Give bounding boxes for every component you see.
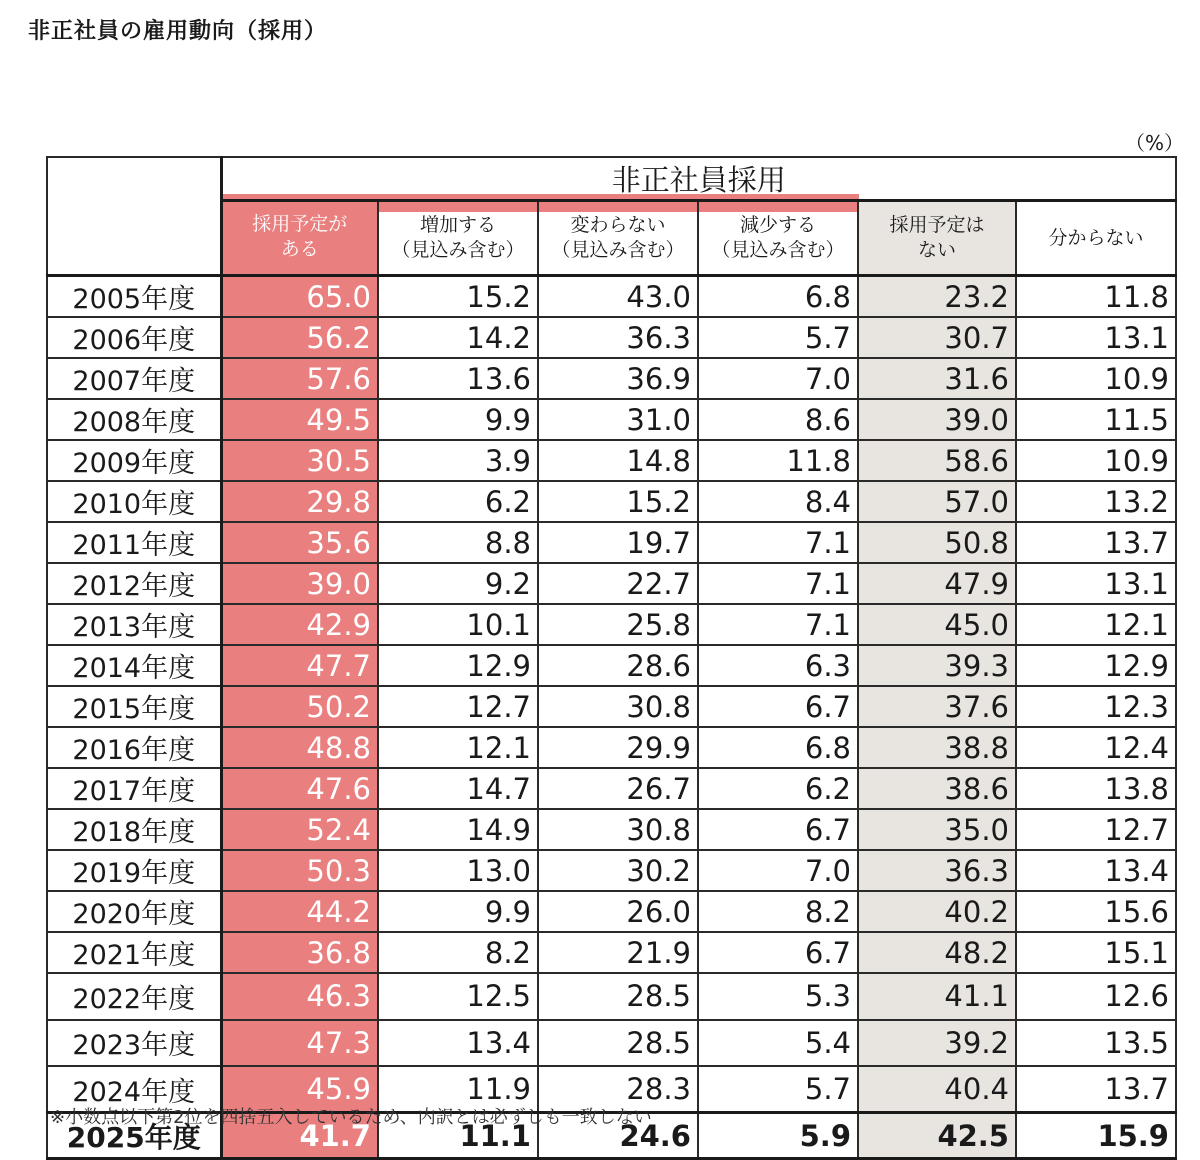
value-cell-unknown: 12.6 bbox=[1016, 973, 1176, 1020]
column-header-line2: （見込み含む） bbox=[711, 239, 845, 261]
column-header-unknown bbox=[1016, 201, 1176, 276]
column-header-line2: ある bbox=[280, 238, 319, 260]
value-cell-same: 31.0 bbox=[538, 399, 698, 440]
value-cell-unknown: 13.1 bbox=[1016, 563, 1176, 604]
year-cell: 2005年度 bbox=[47, 276, 221, 318]
column-header-no_plan bbox=[858, 201, 1016, 276]
year-cell: 2023年度 bbox=[47, 1020, 221, 1067]
value-cell-no_plan: 35.0 bbox=[858, 809, 1016, 850]
value-cell-decrease: 5.4 bbox=[698, 1020, 858, 1067]
table-row bbox=[47, 522, 1176, 563]
value-cell-plan: 65.0 bbox=[221, 276, 378, 318]
value-cell-increase: 6.2 bbox=[378, 481, 538, 522]
value-cell-same: 14.8 bbox=[538, 440, 698, 481]
value-cell-same: 28.6 bbox=[538, 645, 698, 686]
value-cell-same: 28.5 bbox=[538, 973, 698, 1020]
value-cell-same: 28.3 bbox=[538, 1066, 698, 1113]
value-cell-plan: 44.2 bbox=[221, 891, 378, 932]
year-cell: 2016年度 bbox=[47, 727, 221, 768]
column-header-same bbox=[538, 201, 698, 276]
value-cell-plan: 39.0 bbox=[221, 563, 378, 604]
table-row bbox=[47, 481, 1176, 522]
value-cell-no_plan: 50.8 bbox=[858, 522, 1016, 563]
value-cell-no_plan: 39.2 bbox=[858, 1020, 1016, 1067]
value-cell-unknown: 13.4 bbox=[1016, 850, 1176, 891]
value-cell-increase: 12.1 bbox=[378, 727, 538, 768]
value-cell-decrease: 11.8 bbox=[698, 440, 858, 481]
value-cell-decrease: 6.3 bbox=[698, 645, 858, 686]
value-cell-no_plan: 37.6 bbox=[858, 686, 1016, 727]
value-cell-unknown: 10.9 bbox=[1016, 440, 1176, 481]
value-cell-unknown: 12.9 bbox=[1016, 645, 1176, 686]
value-cell-no_plan: 39.3 bbox=[858, 645, 1016, 686]
year-cell: 2011年度 bbox=[47, 522, 221, 563]
value-cell-same: 30.8 bbox=[538, 809, 698, 850]
value-cell-unknown: 15.6 bbox=[1016, 891, 1176, 932]
year-cell: 2018年度 bbox=[47, 809, 221, 850]
value-cell-increase: 11.9 bbox=[378, 1066, 538, 1113]
column-header-line2: （見込み含む） bbox=[551, 239, 685, 261]
group-header: 非正社員採用 bbox=[221, 157, 1176, 201]
column-header-line1: 分からない bbox=[1048, 226, 1144, 249]
year-cell: 2007年度 bbox=[47, 358, 221, 399]
table-row bbox=[47, 604, 1176, 645]
year-cell: 2013年度 bbox=[47, 604, 221, 645]
value-cell-decrease: 6.8 bbox=[698, 727, 858, 768]
table-row bbox=[47, 727, 1176, 768]
value-cell-unknown: 13.2 bbox=[1016, 481, 1176, 522]
value-cell-unknown: 12.7 bbox=[1016, 809, 1176, 850]
value-cell-same: 22.7 bbox=[538, 563, 698, 604]
value-cell-unknown: 12.4 bbox=[1016, 727, 1176, 768]
value-cell-increase: 13.6 bbox=[378, 358, 538, 399]
column-header-line2: （見込み含む） bbox=[391, 239, 525, 261]
value-cell-same: 28.5 bbox=[538, 1020, 698, 1067]
value-cell-same: 26.7 bbox=[538, 768, 698, 809]
value-cell-same: 15.2 bbox=[538, 481, 698, 522]
value-cell-unknown: 15.1 bbox=[1016, 932, 1176, 973]
value-cell-decrease: 5.7 bbox=[698, 1066, 858, 1113]
column-header-line1: 採用予定は bbox=[889, 214, 985, 236]
value-cell-no_plan: 41.1 bbox=[858, 973, 1016, 1020]
value-cell-unknown: 11.8 bbox=[1016, 276, 1176, 318]
value-cell-no_plan: 23.2 bbox=[858, 276, 1016, 318]
value-cell-increase: 12.5 bbox=[378, 973, 538, 1020]
value-cell-same: 30.2 bbox=[538, 850, 698, 891]
value-cell-increase: 8.8 bbox=[378, 522, 538, 563]
value-cell-increase: 14.2 bbox=[378, 317, 538, 358]
year-cell: 2019年度 bbox=[47, 850, 221, 891]
value-cell-same: 29.9 bbox=[538, 727, 698, 768]
table-row bbox=[47, 645, 1176, 686]
footnote: ※小数点以下第2位を四捨五入しているため、内訳とは必ずしも一致しない bbox=[50, 1107, 652, 1128]
value-cell-no_plan: 30.7 bbox=[858, 317, 1016, 358]
value-cell-increase: 8.2 bbox=[378, 932, 538, 973]
value-cell-plan: 47.7 bbox=[221, 645, 378, 686]
value-cell-no_plan: 45.0 bbox=[858, 604, 1016, 645]
table-row bbox=[47, 686, 1176, 727]
value-cell-decrease: 6.7 bbox=[698, 932, 858, 973]
value-cell-same: 21.9 bbox=[538, 932, 698, 973]
value-cell-unknown: 13.8 bbox=[1016, 768, 1176, 809]
value-cell-increase: 15.2 bbox=[378, 276, 538, 318]
value-cell-increase: 10.1 bbox=[378, 604, 538, 645]
year-cell: 2006年度 bbox=[47, 317, 221, 358]
value-cell-plan: 57.6 bbox=[221, 358, 378, 399]
value-cell-plan: 50.3 bbox=[221, 850, 378, 891]
column-header-line1: 変わらない bbox=[570, 214, 666, 236]
year-cell: 2017年度 bbox=[47, 768, 221, 809]
value-cell-same: 36.9 bbox=[538, 358, 698, 399]
value-cell-decrease: 7.0 bbox=[698, 850, 858, 891]
value-cell-decrease: 8.2 bbox=[698, 891, 858, 932]
table-row bbox=[47, 973, 1176, 1020]
value-cell-same: 26.0 bbox=[538, 891, 698, 932]
value-cell-decrease: 6.7 bbox=[698, 686, 858, 727]
year-cell: 2015年度 bbox=[47, 686, 221, 727]
value-cell-no_plan: 58.6 bbox=[858, 440, 1016, 481]
column-header-increase bbox=[378, 201, 538, 276]
value-cell-unknown: 11.5 bbox=[1016, 399, 1176, 440]
column-header-line1: 減少する bbox=[739, 214, 816, 236]
table-row bbox=[47, 358, 1176, 399]
value-cell-decrease: 7.1 bbox=[698, 604, 858, 645]
value-cell-same: 19.7 bbox=[538, 522, 698, 563]
unit-label: （%） bbox=[1125, 131, 1185, 155]
value-cell-unknown: 15.9 bbox=[1016, 1113, 1176, 1159]
value-cell-no_plan: 47.9 bbox=[858, 563, 1016, 604]
value-cell-unknown: 12.3 bbox=[1016, 686, 1176, 727]
value-cell-plan: 36.8 bbox=[221, 932, 378, 973]
year-cell: 2008年度 bbox=[47, 399, 221, 440]
value-cell-decrease: 8.4 bbox=[698, 481, 858, 522]
table-row bbox=[47, 399, 1176, 440]
value-cell-plan: 52.4 bbox=[221, 809, 378, 850]
value-cell-decrease: 7.0 bbox=[698, 358, 858, 399]
value-cell-unknown: 13.1 bbox=[1016, 317, 1176, 358]
value-cell-increase: 13.0 bbox=[378, 850, 538, 891]
year-cell: 2024年度 bbox=[47, 1066, 221, 1113]
value-cell-no_plan: 40.4 bbox=[858, 1066, 1016, 1113]
value-cell-decrease: 6.7 bbox=[698, 809, 858, 850]
table-row bbox=[47, 1020, 1176, 1067]
column-header-decrease bbox=[698, 201, 858, 276]
value-cell-decrease: 5.7 bbox=[698, 317, 858, 358]
value-cell-plan: 47.6 bbox=[221, 768, 378, 809]
value-cell-increase: 3.9 bbox=[378, 440, 538, 481]
value-cell-plan: 35.6 bbox=[221, 522, 378, 563]
table-row bbox=[47, 932, 1176, 973]
value-cell-plan: 45.9 bbox=[221, 1066, 378, 1113]
value-cell-no_plan: 31.6 bbox=[858, 358, 1016, 399]
value-cell-decrease: 7.1 bbox=[698, 522, 858, 563]
year-cell: 2021年度 bbox=[47, 932, 221, 973]
value-cell-same: 36.3 bbox=[538, 317, 698, 358]
value-cell-increase: 12.9 bbox=[378, 645, 538, 686]
value-cell-same: 25.8 bbox=[538, 604, 698, 645]
value-cell-no_plan: 42.5 bbox=[858, 1113, 1016, 1159]
value-cell-increase: 12.7 bbox=[378, 686, 538, 727]
table-row bbox=[47, 563, 1176, 604]
year-cell: 2025年度 bbox=[47, 1113, 221, 1159]
value-cell-plan: 50.2 bbox=[221, 686, 378, 727]
value-cell-no_plan: 48.2 bbox=[858, 932, 1016, 973]
value-cell-plan: 46.3 bbox=[221, 973, 378, 1020]
year-cell: 2020年度 bbox=[47, 891, 221, 932]
value-cell-no_plan: 36.3 bbox=[858, 850, 1016, 891]
value-cell-plan: 48.8 bbox=[221, 727, 378, 768]
value-cell-plan: 42.9 bbox=[221, 604, 378, 645]
column-header-plan bbox=[221, 201, 378, 276]
table-row bbox=[47, 850, 1176, 891]
value-cell-no_plan: 38.8 bbox=[858, 727, 1016, 768]
value-cell-plan: 56.2 bbox=[221, 317, 378, 358]
value-cell-same: 24.6 bbox=[538, 1113, 698, 1159]
column-header-line1: 採用予定が bbox=[252, 213, 348, 235]
table-row bbox=[47, 276, 1176, 318]
year-cell: 2009年度 bbox=[47, 440, 221, 481]
value-cell-no_plan: 38.6 bbox=[858, 768, 1016, 809]
value-cell-unknown: 13.7 bbox=[1016, 1066, 1176, 1113]
value-cell-plan: 47.3 bbox=[221, 1020, 378, 1067]
page-title: 非正社員の雇用動向（採用） bbox=[28, 19, 328, 44]
value-cell-unknown: 13.7 bbox=[1016, 522, 1176, 563]
table-corner bbox=[47, 157, 221, 276]
value-cell-increase: 9.9 bbox=[378, 891, 538, 932]
value-cell-no_plan: 39.0 bbox=[858, 399, 1016, 440]
value-cell-increase: 13.4 bbox=[378, 1020, 538, 1067]
value-cell-increase: 11.1 bbox=[378, 1113, 538, 1159]
year-cell: 2012年度 bbox=[47, 563, 221, 604]
table-row bbox=[47, 768, 1176, 809]
value-cell-unknown: 12.1 bbox=[1016, 604, 1176, 645]
value-cell-unknown: 13.5 bbox=[1016, 1020, 1176, 1067]
table-row bbox=[47, 809, 1176, 850]
value-cell-unknown: 10.9 bbox=[1016, 358, 1176, 399]
value-cell-same: 30.8 bbox=[538, 686, 698, 727]
value-cell-decrease: 6.2 bbox=[698, 768, 858, 809]
value-cell-increase: 9.9 bbox=[378, 399, 538, 440]
value-cell-plan: 41.7 bbox=[221, 1113, 378, 1159]
value-cell-plan: 49.5 bbox=[221, 399, 378, 440]
employment-table bbox=[46, 156, 1177, 1160]
value-cell-decrease: 6.8 bbox=[698, 276, 858, 318]
year-cell: 2014年度 bbox=[47, 645, 221, 686]
value-cell-no_plan: 57.0 bbox=[858, 481, 1016, 522]
value-cell-decrease: 5.3 bbox=[698, 973, 858, 1020]
value-cell-increase: 14.7 bbox=[378, 768, 538, 809]
column-header-line1: 増加する bbox=[419, 214, 496, 236]
year-cell: 2010年度 bbox=[47, 481, 221, 522]
year-cell: 2022年度 bbox=[47, 973, 221, 1020]
value-cell-increase: 9.2 bbox=[378, 563, 538, 604]
column-header-line2: ない bbox=[917, 239, 956, 261]
value-cell-no_plan: 40.2 bbox=[858, 891, 1016, 932]
table-row bbox=[47, 317, 1176, 358]
table-row bbox=[47, 440, 1176, 481]
value-cell-decrease: 5.9 bbox=[698, 1113, 858, 1159]
value-cell-same: 43.0 bbox=[538, 276, 698, 318]
value-cell-plan: 30.5 bbox=[221, 440, 378, 481]
value-cell-decrease: 7.1 bbox=[698, 563, 858, 604]
value-cell-decrease: 8.6 bbox=[698, 399, 858, 440]
value-cell-increase: 14.9 bbox=[378, 809, 538, 850]
value-cell-plan: 29.8 bbox=[221, 481, 378, 522]
table-row bbox=[47, 891, 1176, 932]
